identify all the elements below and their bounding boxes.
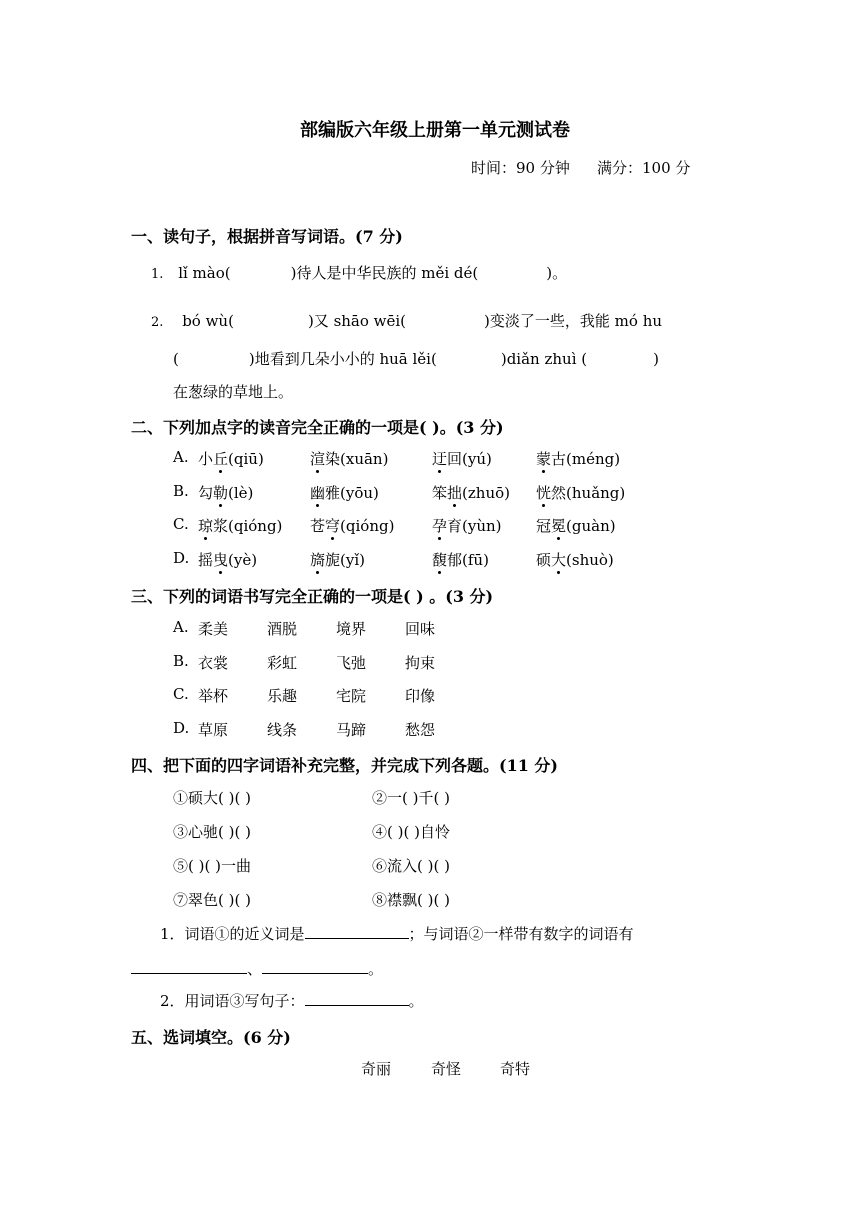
s2-dotted-char: 幽 xyxy=(310,484,326,502)
s4-item-5: ⑤( )( )一曲 xyxy=(173,857,251,875)
s2-word-item xyxy=(536,482,625,503)
s2-word-suffix: 染(xuān) xyxy=(325,450,389,468)
s1-q2-l2d: ) xyxy=(653,350,659,368)
s2-word-suffix: (guàn) xyxy=(566,517,616,535)
s3-word: 回味 xyxy=(405,620,436,638)
s2-word-suffix: 育(yùn) xyxy=(447,517,502,535)
s4-item-3: ③心驰( )( ) xyxy=(173,823,251,841)
s2-word-prefix: 勾 xyxy=(198,484,214,502)
s4-item-2: ②一( )千( ) xyxy=(372,789,450,807)
s2-dotted-char: 冕 xyxy=(551,517,567,535)
s2-word-suffix: (zhuō) xyxy=(462,484,510,502)
s2-word-item xyxy=(536,515,616,536)
s2-word-item xyxy=(310,515,394,536)
s1-q1-number: 1. xyxy=(151,267,164,282)
s2-word-suffix: (lè) xyxy=(228,484,254,502)
s4-q1-end: 。 xyxy=(368,960,384,978)
s1-q1-part2: )待人是中华民族的 měi dé( xyxy=(290,264,479,282)
s1-q2-l2c: )diǎn zhuì ( xyxy=(500,350,588,368)
s4-q1-blank1[interactable] xyxy=(305,924,409,939)
s3-word: 印像 xyxy=(405,687,436,705)
s1-q2-l2a: ( xyxy=(173,350,179,368)
s4-item-6: ⑥流入( )( ) xyxy=(372,857,450,875)
s3-word: 愁怨 xyxy=(405,721,436,739)
s2-word-item xyxy=(432,448,492,469)
s2-word-item xyxy=(536,549,614,570)
s2-word-item xyxy=(310,549,365,570)
s2-dotted-char: 穹 xyxy=(325,517,341,535)
s3-word: 飞弛 xyxy=(336,654,367,672)
s2-dotted-char: 迂 xyxy=(432,450,448,468)
s2-dotted-char: 恍 xyxy=(536,484,552,502)
s4-q1-prompt-b: ；与词语②一样带有数字的词语有 xyxy=(408,925,634,943)
s1-q2-part3: )变淡了一些，我能 mó hu xyxy=(484,312,663,330)
s3-word: 草原 xyxy=(198,721,229,739)
full-score: 满分：100 分 xyxy=(597,159,691,177)
s2-word-item xyxy=(310,482,379,503)
s4-q1-line1 xyxy=(160,923,634,944)
s2-word-prefix: 硕 xyxy=(536,551,552,569)
s2-option-label: D. xyxy=(173,549,190,567)
section-2-heading: 二、下列加点字的读音完全正确的一项是( )。(3 分) xyxy=(131,418,504,437)
s1-q2-part1: bó wù( xyxy=(182,312,234,330)
s2-word-suffix: 古(méng) xyxy=(551,450,621,468)
s4-q1-blank3[interactable] xyxy=(262,959,368,974)
s2-option-label: A. xyxy=(173,448,189,466)
s2-dotted-char: 孕 xyxy=(432,517,448,535)
s3-word: 宅院 xyxy=(336,687,367,705)
s1-q2-number: 2. xyxy=(151,315,164,330)
section-1-heading: 一、读句子，根据拼音写词语。(7 分) xyxy=(131,227,403,246)
s2-dotted-char: 拙 xyxy=(447,484,463,502)
s1-q2-line1 xyxy=(151,310,662,331)
s5-word-1: 奇丽 xyxy=(361,1060,392,1078)
s4-item-1: ①硕大( )( ) xyxy=(173,789,251,807)
s4-q1-line2 xyxy=(131,958,383,979)
s2-dotted-char: 大 xyxy=(551,551,567,569)
s4-q1-sep: 、 xyxy=(247,960,263,978)
s2-word-item xyxy=(432,549,489,570)
s3-option-label: C. xyxy=(173,685,189,703)
s2-word-suffix: 浆(qióng) xyxy=(213,517,283,535)
s3-word: 衣裳 xyxy=(198,654,229,672)
s2-word-suffix: 旎(yǐ) xyxy=(325,551,365,569)
s5-word-2: 奇怪 xyxy=(431,1060,462,1078)
s2-dotted-char: 丘 xyxy=(213,450,229,468)
s2-word-suffix: 雅(yōu) xyxy=(325,484,379,502)
s4-q2-line xyxy=(160,990,424,1011)
s2-word-item xyxy=(432,515,502,536)
s2-word-item xyxy=(198,448,264,469)
s4-q2-end: 。 xyxy=(408,992,424,1010)
s4-q2-prompt: 2．用词语③写句子： xyxy=(160,992,305,1010)
s3-word: 马蹄 xyxy=(336,721,367,739)
s3-option-label: B. xyxy=(173,652,189,670)
s3-option-label: A. xyxy=(173,618,189,636)
s2-word-suffix: 然(huǎng) xyxy=(551,484,626,502)
s3-word: 线条 xyxy=(267,721,298,739)
s2-word-item xyxy=(198,482,253,503)
s3-word: 乐趣 xyxy=(267,687,298,705)
s2-word-prefix: 小 xyxy=(198,450,214,468)
s3-word: 境界 xyxy=(336,620,367,638)
s4-q1-prompt-a: 1．词语①的近义词是 xyxy=(160,925,305,943)
s2-word-suffix: 郁(fū) xyxy=(447,551,489,569)
s4-item-7: ⑦翠色( )( ) xyxy=(173,891,251,909)
s1-q2-part2: )又 shāo wēi( xyxy=(307,312,407,330)
s2-dotted-char: 勒 xyxy=(213,484,229,502)
s1-q1 xyxy=(151,262,567,283)
s2-dotted-char: 旖 xyxy=(310,551,326,569)
s2-option-label: C. xyxy=(173,515,189,533)
section-5-heading: 五、选词填空。(6 分) xyxy=(131,1028,291,1047)
s2-word-suffix: (qióng) xyxy=(340,517,395,535)
s4-q2-blank[interactable] xyxy=(305,991,409,1006)
s3-word: 柔美 xyxy=(198,620,229,638)
s3-word: 举杯 xyxy=(198,687,229,705)
s2-word-item xyxy=(198,549,257,570)
s5-word-3: 奇特 xyxy=(500,1060,531,1078)
s2-word-prefix: 摇 xyxy=(198,551,214,569)
s2-option-label: B. xyxy=(173,482,189,500)
s1-q1-part1: lǐ mào( xyxy=(178,264,231,282)
s2-word-item xyxy=(536,448,620,469)
s4-q1-blank2[interactable] xyxy=(131,959,247,974)
s2-dotted-char: 曳 xyxy=(213,551,229,569)
s2-word-item xyxy=(198,515,282,536)
s2-dotted-char: 馥 xyxy=(432,551,448,569)
s2-word-suffix: (yè) xyxy=(228,551,258,569)
s2-word-prefix: 笨 xyxy=(432,484,448,502)
s1-q1-part3: )。 xyxy=(546,264,568,282)
s2-word-prefix: 冠 xyxy=(536,517,552,535)
section-4-heading: 四、把下面的四字词语补充完整，并完成下列各题。(11 分) xyxy=(131,756,558,775)
s1-q2-line3: 在葱绿的草地上。 xyxy=(173,383,294,401)
s3-word: 拘束 xyxy=(405,654,436,672)
s2-word-suffix: 回(yú) xyxy=(447,450,492,468)
s3-word: 彩虹 xyxy=(267,654,298,672)
s1-q2-l2b: )地看到几朵小小的 huā lěi( xyxy=(248,350,437,368)
s2-word-suffix: (shuò) xyxy=(566,551,614,569)
page-title: 部编版六年级上册第一单元测试卷 xyxy=(300,120,570,141)
section-3-heading: 三、下列的词语书写完全正确的一项是( ) 。(3 分) xyxy=(131,587,494,606)
time-limit: 时间：90 分钟 xyxy=(471,159,570,177)
s2-dotted-char: 琼 xyxy=(198,517,214,535)
s1-q2-line2 xyxy=(173,348,659,369)
s2-word-item xyxy=(432,482,510,503)
s2-dotted-char: 蒙 xyxy=(536,450,552,468)
s2-word-prefix: 苍 xyxy=(310,517,326,535)
s3-option-label: D. xyxy=(173,719,190,737)
s4-item-8: ⑧襟飘( )( ) xyxy=(372,891,450,909)
s2-word-item xyxy=(310,448,388,469)
s2-dotted-char: 渲 xyxy=(310,450,326,468)
s2-word-suffix: (qiū) xyxy=(228,450,264,468)
s4-item-4: ④( )( )自怜 xyxy=(372,823,450,841)
s3-word: 酒脱 xyxy=(267,620,298,638)
